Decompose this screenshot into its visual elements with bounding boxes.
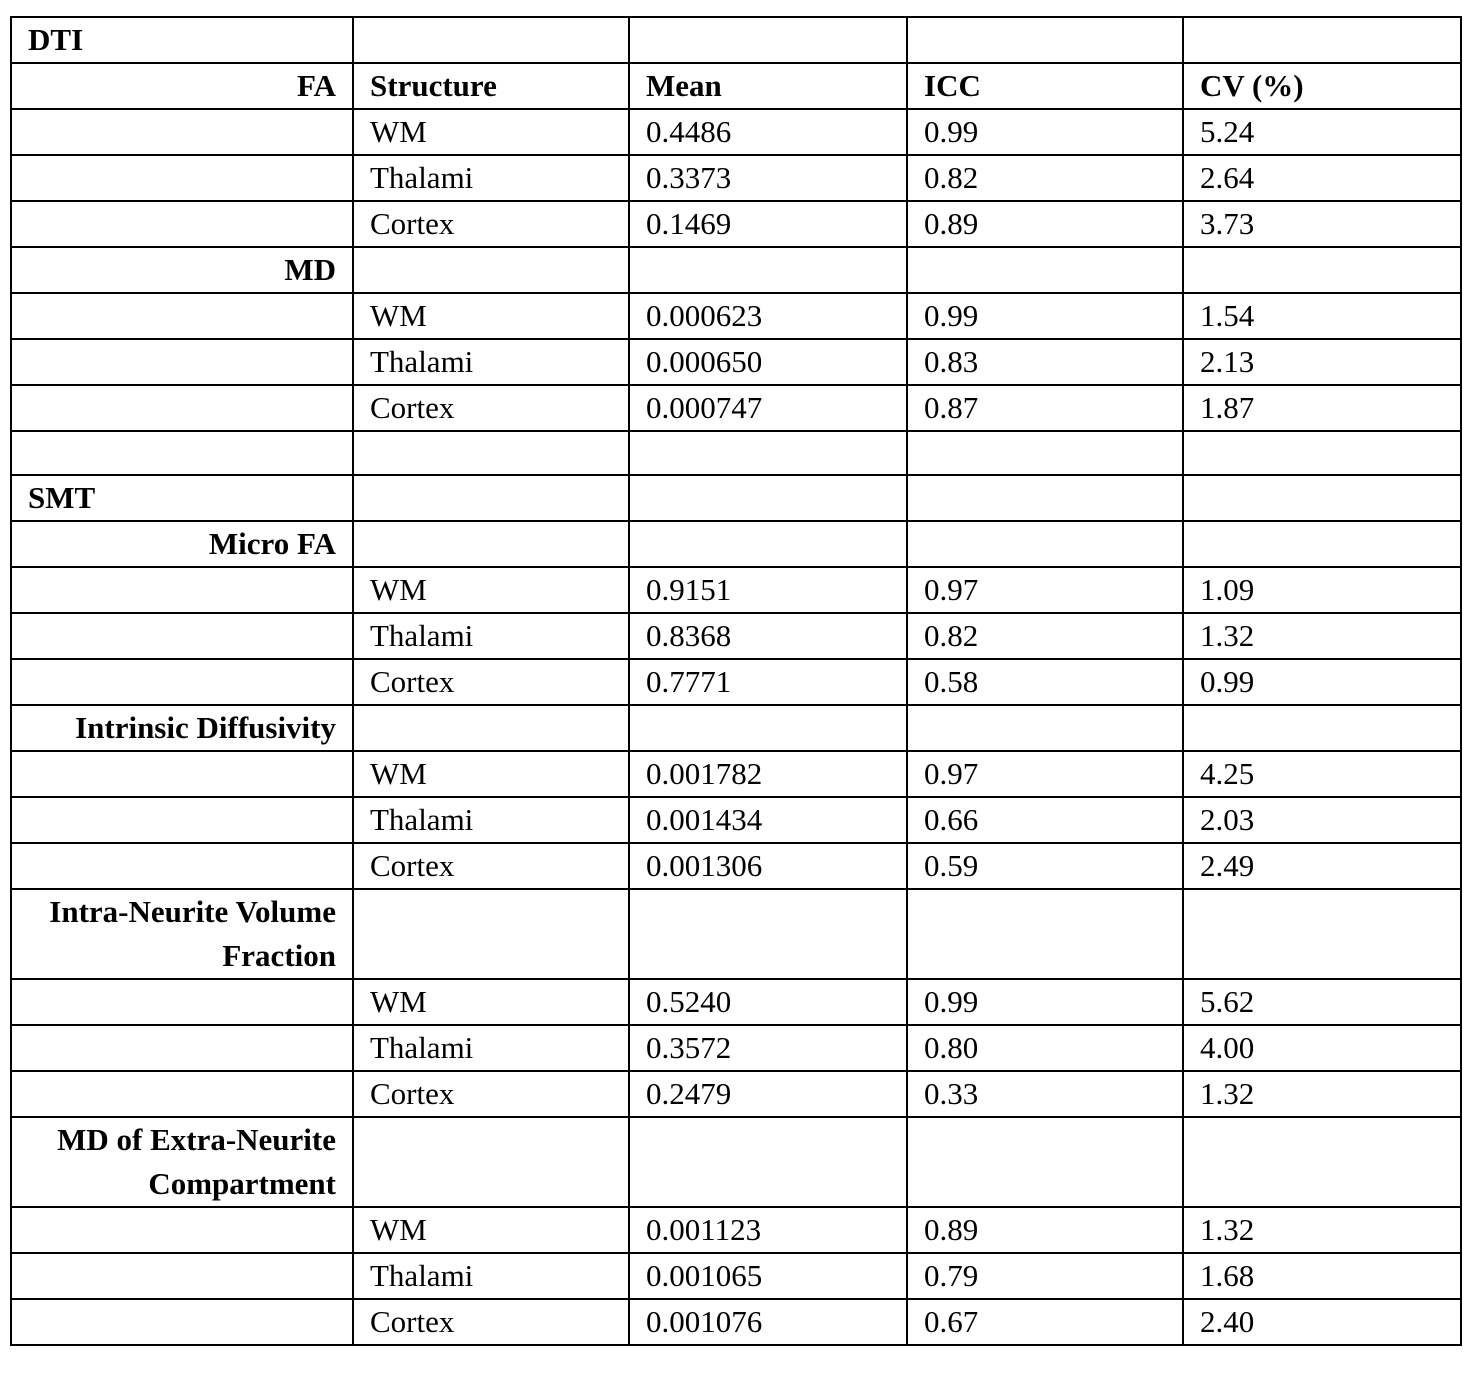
cv-cell: 2.13 [1183,339,1461,385]
metric-row-md-extra-neurite-compartment [11,1117,1461,1207]
icc-cell: 0.80 [907,1025,1183,1071]
metric-label-md-extra-neurite-compartment: MD of Extra-Neurite Compartment [11,1117,353,1207]
structure-cell: WM [353,293,629,339]
structure-cell: WM [353,567,629,613]
mean-cell: 0.001123 [629,1207,907,1253]
data-table [10,16,1462,1346]
table-row [11,339,1461,385]
header-row [11,63,1461,109]
icc-cell: 0.67 [907,1299,1183,1345]
mean-cell: 0.9151 [629,567,907,613]
metric-label-md: MD [11,247,353,293]
section-row-dti [11,17,1461,63]
cv-cell: 2.40 [1183,1299,1461,1345]
metric-row-md [11,247,1461,293]
metric-label-fa: FA [11,63,353,109]
structure-cell: Cortex [353,385,629,431]
structure-cell: WM [353,109,629,155]
structure-cell: WM [353,1207,629,1253]
mean-cell: 0.000623 [629,293,907,339]
cv-cell: 1.68 [1183,1253,1461,1299]
mean-cell: 0.001434 [629,797,907,843]
icc-cell: 0.82 [907,613,1183,659]
table-row [11,979,1461,1025]
table-row [11,1071,1461,1117]
table-row [11,567,1461,613]
metric-label-intra-neurite-volume-fraction: Intra-Neurite Volume Fraction [11,889,353,979]
metric-row-intrinsic-diffusivity [11,705,1461,751]
icc-cell: 0.97 [907,751,1183,797]
column-header-structure: Structure [353,63,629,109]
structure-cell: Cortex [353,201,629,247]
mean-cell: 0.5240 [629,979,907,1025]
structure-cell: Cortex [353,843,629,889]
mean-cell: 0.7771 [629,659,907,705]
structure-cell: Thalami [353,1025,629,1071]
empty-row [11,431,1461,475]
mean-cell: 0.001076 [629,1299,907,1345]
mean-cell: 0.1469 [629,201,907,247]
structure-cell: Thalami [353,339,629,385]
cv-cell: 2.03 [1183,797,1461,843]
mean-cell: 0.001306 [629,843,907,889]
table-row [11,1025,1461,1071]
section-row-smt [11,475,1461,521]
cv-cell: 0.99 [1183,659,1461,705]
table-row [11,109,1461,155]
structure-cell: WM [353,979,629,1025]
cv-cell: 4.00 [1183,1025,1461,1071]
icc-cell: 0.87 [907,385,1183,431]
icc-cell: 0.33 [907,1071,1183,1117]
structure-cell: Cortex [353,1071,629,1117]
cv-cell: 1.09 [1183,567,1461,613]
table-row [11,155,1461,201]
mean-cell: 0.3373 [629,155,907,201]
column-header-icc: ICC [907,63,1183,109]
mean-cell: 0.4486 [629,109,907,155]
icc-cell: 0.99 [907,293,1183,339]
structure-cell: Thalami [353,155,629,201]
mean-cell: 0.3572 [629,1025,907,1071]
structure-cell: WM [353,751,629,797]
mean-cell: 0.000747 [629,385,907,431]
metric-row-micro-fa [11,521,1461,567]
metric-row-intra-neurite-volume-fraction [11,889,1461,979]
cv-cell: 5.62 [1183,979,1461,1025]
table-row [11,1207,1461,1253]
cv-cell: 1.54 [1183,293,1461,339]
cv-cell: 1.32 [1183,1071,1461,1117]
cv-cell: 1.32 [1183,1207,1461,1253]
icc-cell: 0.59 [907,843,1183,889]
section-label-dti: DTI [11,17,353,63]
metric-label-intrinsic-diffusivity: Intrinsic Diffusivity [11,705,353,751]
structure-cell: Thalami [353,1253,629,1299]
cv-cell: 2.49 [1183,843,1461,889]
table-row [11,1299,1461,1345]
table-row [11,797,1461,843]
icc-cell: 0.82 [907,155,1183,201]
column-header-mean: Mean [629,63,907,109]
mean-cell: 0.001065 [629,1253,907,1299]
table-row [11,293,1461,339]
cv-cell: 3.73 [1183,201,1461,247]
table-row [11,659,1461,705]
structure-cell: Cortex [353,659,629,705]
table-row [11,613,1461,659]
icc-cell: 0.83 [907,339,1183,385]
icc-cell: 0.58 [907,659,1183,705]
table-row [11,843,1461,889]
column-header-cv: CV (%) [1183,63,1461,109]
mean-cell: 0.8368 [629,613,907,659]
cv-cell: 5.24 [1183,109,1461,155]
mean-cell: 0.2479 [629,1071,907,1117]
structure-cell: Thalami [353,613,629,659]
mean-cell: 0.001782 [629,751,907,797]
structure-cell: Cortex [353,1299,629,1345]
table-row [11,1253,1461,1299]
icc-cell: 0.89 [907,1207,1183,1253]
icc-cell: 0.97 [907,567,1183,613]
cv-cell: 4.25 [1183,751,1461,797]
cv-cell: 2.64 [1183,155,1461,201]
icc-cell: 0.99 [907,109,1183,155]
table-row [11,385,1461,431]
icc-cell: 0.99 [907,979,1183,1025]
table-row [11,751,1461,797]
structure-cell: Thalami [353,797,629,843]
mean-cell: 0.000650 [629,339,907,385]
cv-cell: 1.87 [1183,385,1461,431]
table-row [11,201,1461,247]
cv-cell: 1.32 [1183,613,1461,659]
icc-cell: 0.79 [907,1253,1183,1299]
icc-cell: 0.89 [907,201,1183,247]
metric-label-micro-fa: Micro FA [11,521,353,567]
section-label-smt: SMT [11,475,353,521]
icc-cell: 0.66 [907,797,1183,843]
